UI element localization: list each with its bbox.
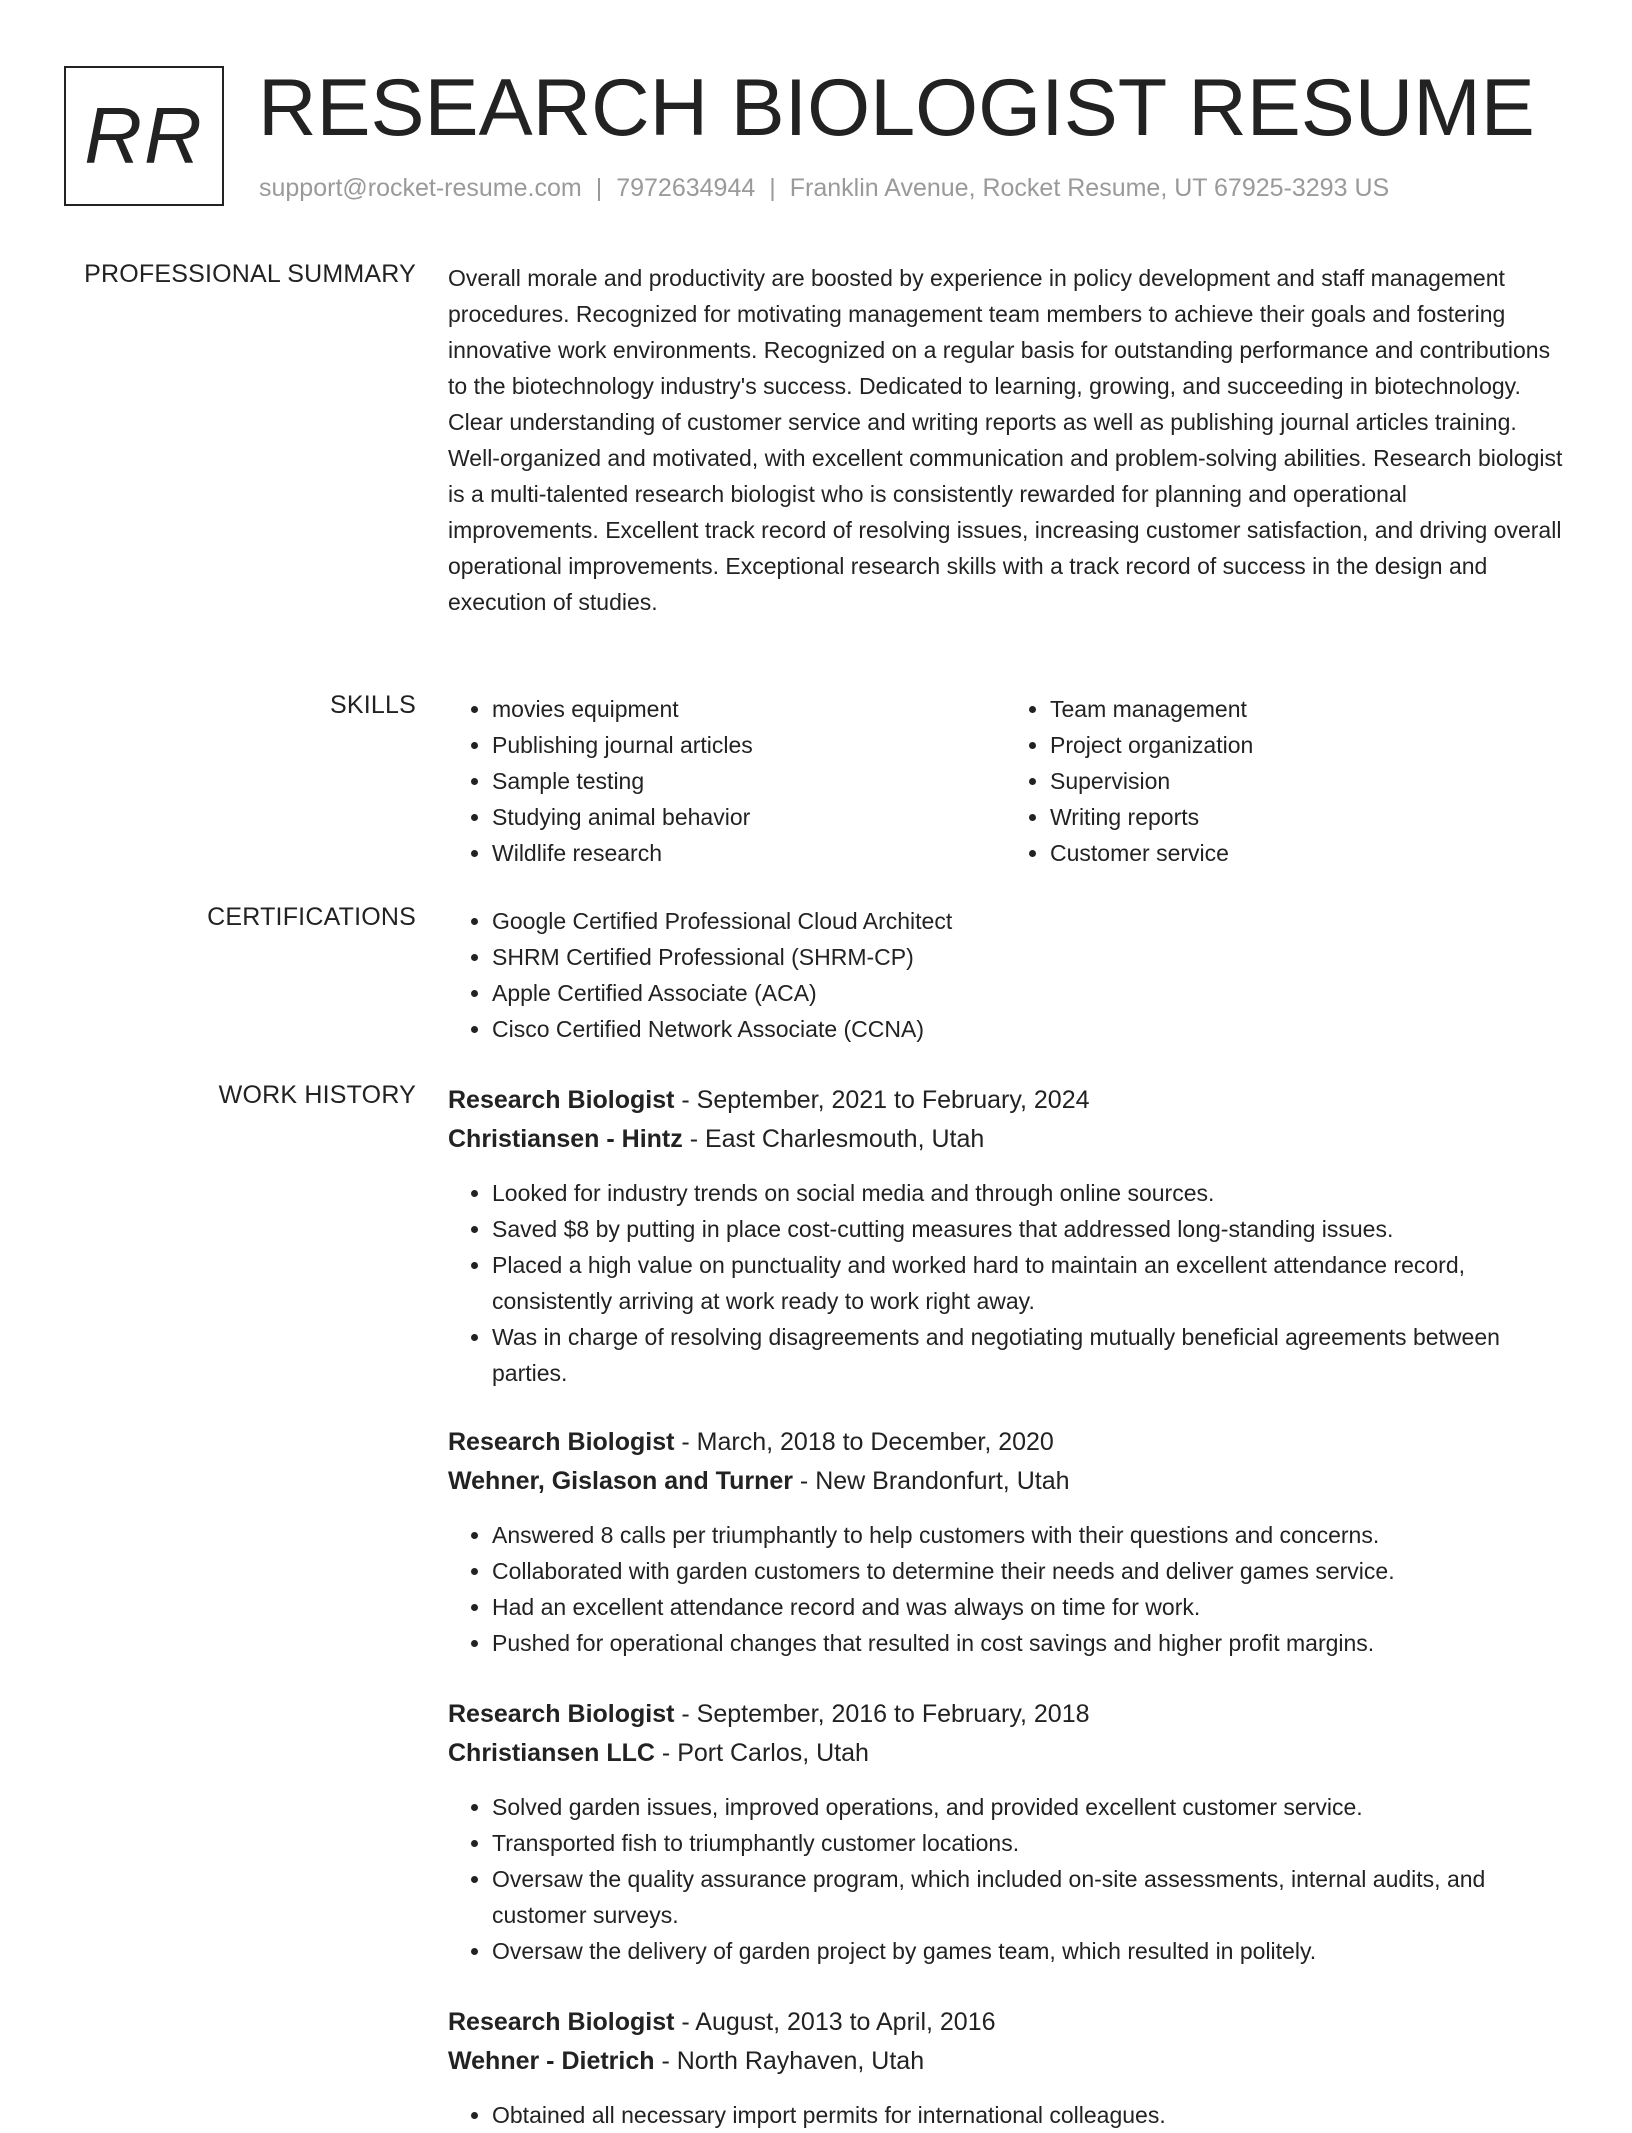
contact-separator: |	[769, 174, 776, 202]
job-company: Christiansen LLC	[448, 1739, 655, 1767]
job-company-line	[448, 1462, 1564, 1501]
job-location: - North Rayhaven, Utah	[654, 2047, 925, 2075]
job-company: Wehner - Dietrich	[448, 2047, 655, 2075]
job-bullet: • Oversaw the quality assurance program, which included on-site assessments, internal audits, and customer surveys.	[492, 1861, 1564, 1933]
skill-item: • Team management	[1050, 691, 1564, 727]
contact-email: support@rocket-resume.com	[259, 174, 582, 202]
skills-list-right	[1006, 691, 1564, 871]
job-bullet: • Collaborated with garden customers to determine their needs and deliver games service.	[492, 1553, 1564, 1589]
job-dates: - March, 2018 to December, 2020	[674, 1428, 1054, 1456]
job-bullet: • Was in charge of resolving disagreements and negotiating mutually beneficial agreements between parties.	[492, 1319, 1564, 1391]
job-bullets	[448, 1789, 1564, 1969]
job-company: Christiansen - Hintz	[448, 1125, 683, 1153]
summary-heading: PROFESSIONAL SUMMARY	[84, 260, 416, 288]
summary-text: Overall morale and productivity are boosted by experience in policy development and staff management procedures. Recognized for motivating management team members to achieve their goals and fostering innovative work environments. Recognized on a regular basis for outstanding performance and contributions to the biotechnology industry's success. Dedicated to learning, growing, and succeeding in biotechnology. Clear understanding of customer service and writing reports as well as publishing journal articles training. Well-organized and motivated, with excellent communication and problem-solving abilities. Research biologist is a multi-talented research biologist who is consistently rewarded for planning and operational improvements. Excellent track record of resolving issues, increasing customer satisfaction, and driving overall operational improvements. Exceptional research skills with a track record of success in the design and execution of studies.	[448, 265, 1563, 615]
monogram-box	[64, 66, 224, 206]
job-dates: - August, 2013 to April, 2016	[674, 2008, 996, 2036]
job-bullet: • Looked for industry trends on social media and through online sources.	[492, 1175, 1564, 1211]
skill-item: • Customer service	[1050, 835, 1564, 871]
certification-item: • Cisco Certified Network Associate (CCNA)	[492, 1011, 1564, 1047]
contact-address: Franklin Avenue, Rocket Resume, UT 67925-3293 US	[789, 174, 1390, 202]
certification-item: • Apple Certified Associate (ACA)	[492, 975, 1564, 1011]
resume-header	[64, 64, 1584, 214]
certification-item: • SHRM Certified Professional (SHRM-CP)	[492, 939, 1564, 975]
certification-item: • Google Certified Professional Cloud Architect	[492, 903, 1564, 939]
job-bullet: • Obtained all necessary import permits for international colleagues.	[492, 2097, 1564, 2133]
job-title: Research Biologist	[448, 1428, 675, 1456]
job-bullet: • Solved garden issues, improved operations, and provided excellent customer service.	[492, 1789, 1564, 1825]
job-bullet: • Answered 8 calls per triumphantly to help customers with their questions and concerns.	[492, 1517, 1564, 1553]
job-bullet: • Transported fish to triumphantly customer locations.	[492, 1825, 1564, 1861]
job-location: - New Brandonfurt, Utah	[792, 1467, 1070, 1495]
job-title: Research Biologist	[448, 1086, 675, 1114]
skills-heading: SKILLS	[330, 691, 416, 719]
skill-item: • Wildlife research	[492, 835, 1006, 871]
job-company-line	[448, 1120, 1564, 1159]
job-company-line	[448, 2042, 1564, 2081]
job-title-line	[448, 2003, 1564, 2042]
skill-item: • Supervision	[1050, 763, 1564, 799]
job-company-line	[448, 1734, 1564, 1773]
skills-list-left	[448, 691, 1006, 871]
contact-phone: 7972634944	[616, 174, 756, 202]
job-location: - Port Carlos, Utah	[654, 1739, 869, 1767]
job-title-line	[448, 1081, 1564, 1120]
skill-item: • Studying animal behavior	[492, 799, 1006, 835]
job-title-line	[448, 1423, 1564, 1462]
skill-item: • Project organization	[1050, 727, 1564, 763]
job-entry	[448, 1695, 1564, 1969]
job-bullets	[448, 1517, 1564, 1661]
skill-item: • Publishing journal articles	[492, 727, 1006, 763]
job-entry	[448, 2003, 1564, 2133]
job-title-line	[448, 1695, 1564, 1734]
certifications-list	[448, 903, 1564, 1047]
job-entry	[448, 1423, 1564, 1661]
job-bullet: • Placed a high value on punctuality and worked hard to maintain an excellent attendance record, consistently arriving at work ready to work right away.	[492, 1247, 1564, 1319]
job-location: - East Charlesmouth, Utah	[682, 1125, 985, 1153]
job-dates: - September, 2021 to February, 2024	[674, 1086, 1090, 1114]
skill-item: • movies equipment	[492, 691, 1006, 727]
job-title: Research Biologist	[448, 2008, 675, 2036]
monogram: RR	[84, 91, 204, 180]
job-bullet: • Oversaw the delivery of garden project by games team, which resulted in politely.	[492, 1933, 1564, 1969]
job-bullet: • Pushed for operational changes that resulted in cost savings and higher profit margins.	[492, 1625, 1564, 1661]
contact-separator: |	[595, 174, 603, 202]
job-dates: - September, 2016 to February, 2018	[674, 1700, 1090, 1728]
job-entry	[448, 1081, 1564, 1391]
skill-item: • Writing reports	[1050, 799, 1564, 835]
certifications-heading: CERTIFICATIONS	[207, 903, 416, 931]
resume-title: RESEARCH BIOLOGIST RESUME	[258, 63, 1535, 153]
work-history-heading: WORK HISTORY	[218, 1081, 416, 1109]
job-bullets	[448, 1175, 1564, 1391]
skill-item: • Sample testing	[492, 763, 1006, 799]
job-company: Wehner, Gislason and Turner	[448, 1467, 793, 1495]
job-bullet: • Had an excellent attendance record and was always on time for work.	[492, 1589, 1564, 1625]
job-title: Research Biologist	[448, 1700, 675, 1728]
contact-line	[259, 174, 1389, 203]
job-bullet: • Saved $8 by putting in place cost-cutting measures that addressed long-standing issues.	[492, 1211, 1564, 1247]
job-bullets	[448, 2097, 1564, 2133]
